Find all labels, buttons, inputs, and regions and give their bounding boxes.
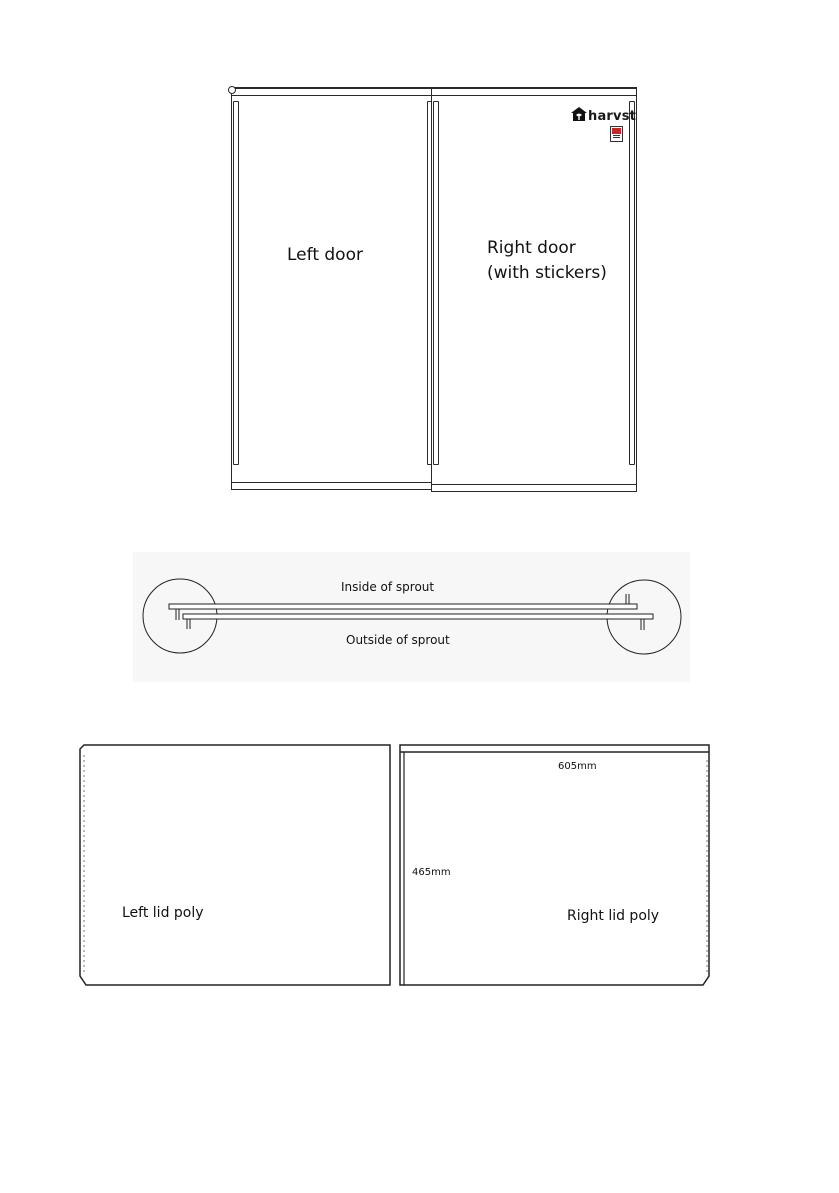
right-lid-poly (400, 745, 709, 985)
left-door-label: Left door (287, 245, 363, 265)
left-lid-poly (80, 745, 390, 985)
inside-of-sprout-label: Inside of sprout (341, 580, 435, 594)
right-door-label-line1: Right door (487, 238, 576, 258)
outside-of-sprout-label: Outside of sprout (346, 633, 450, 647)
height-dimension-label: 465mm (412, 867, 451, 878)
right-lid-label: Right lid poly (567, 908, 660, 924)
left-lid-label: Left lid poly (122, 905, 204, 921)
right-door-label-line2: (with stickers) (487, 263, 607, 283)
width-dimension-label: 605mm (558, 761, 597, 772)
logo-text: harvst (588, 108, 637, 124)
